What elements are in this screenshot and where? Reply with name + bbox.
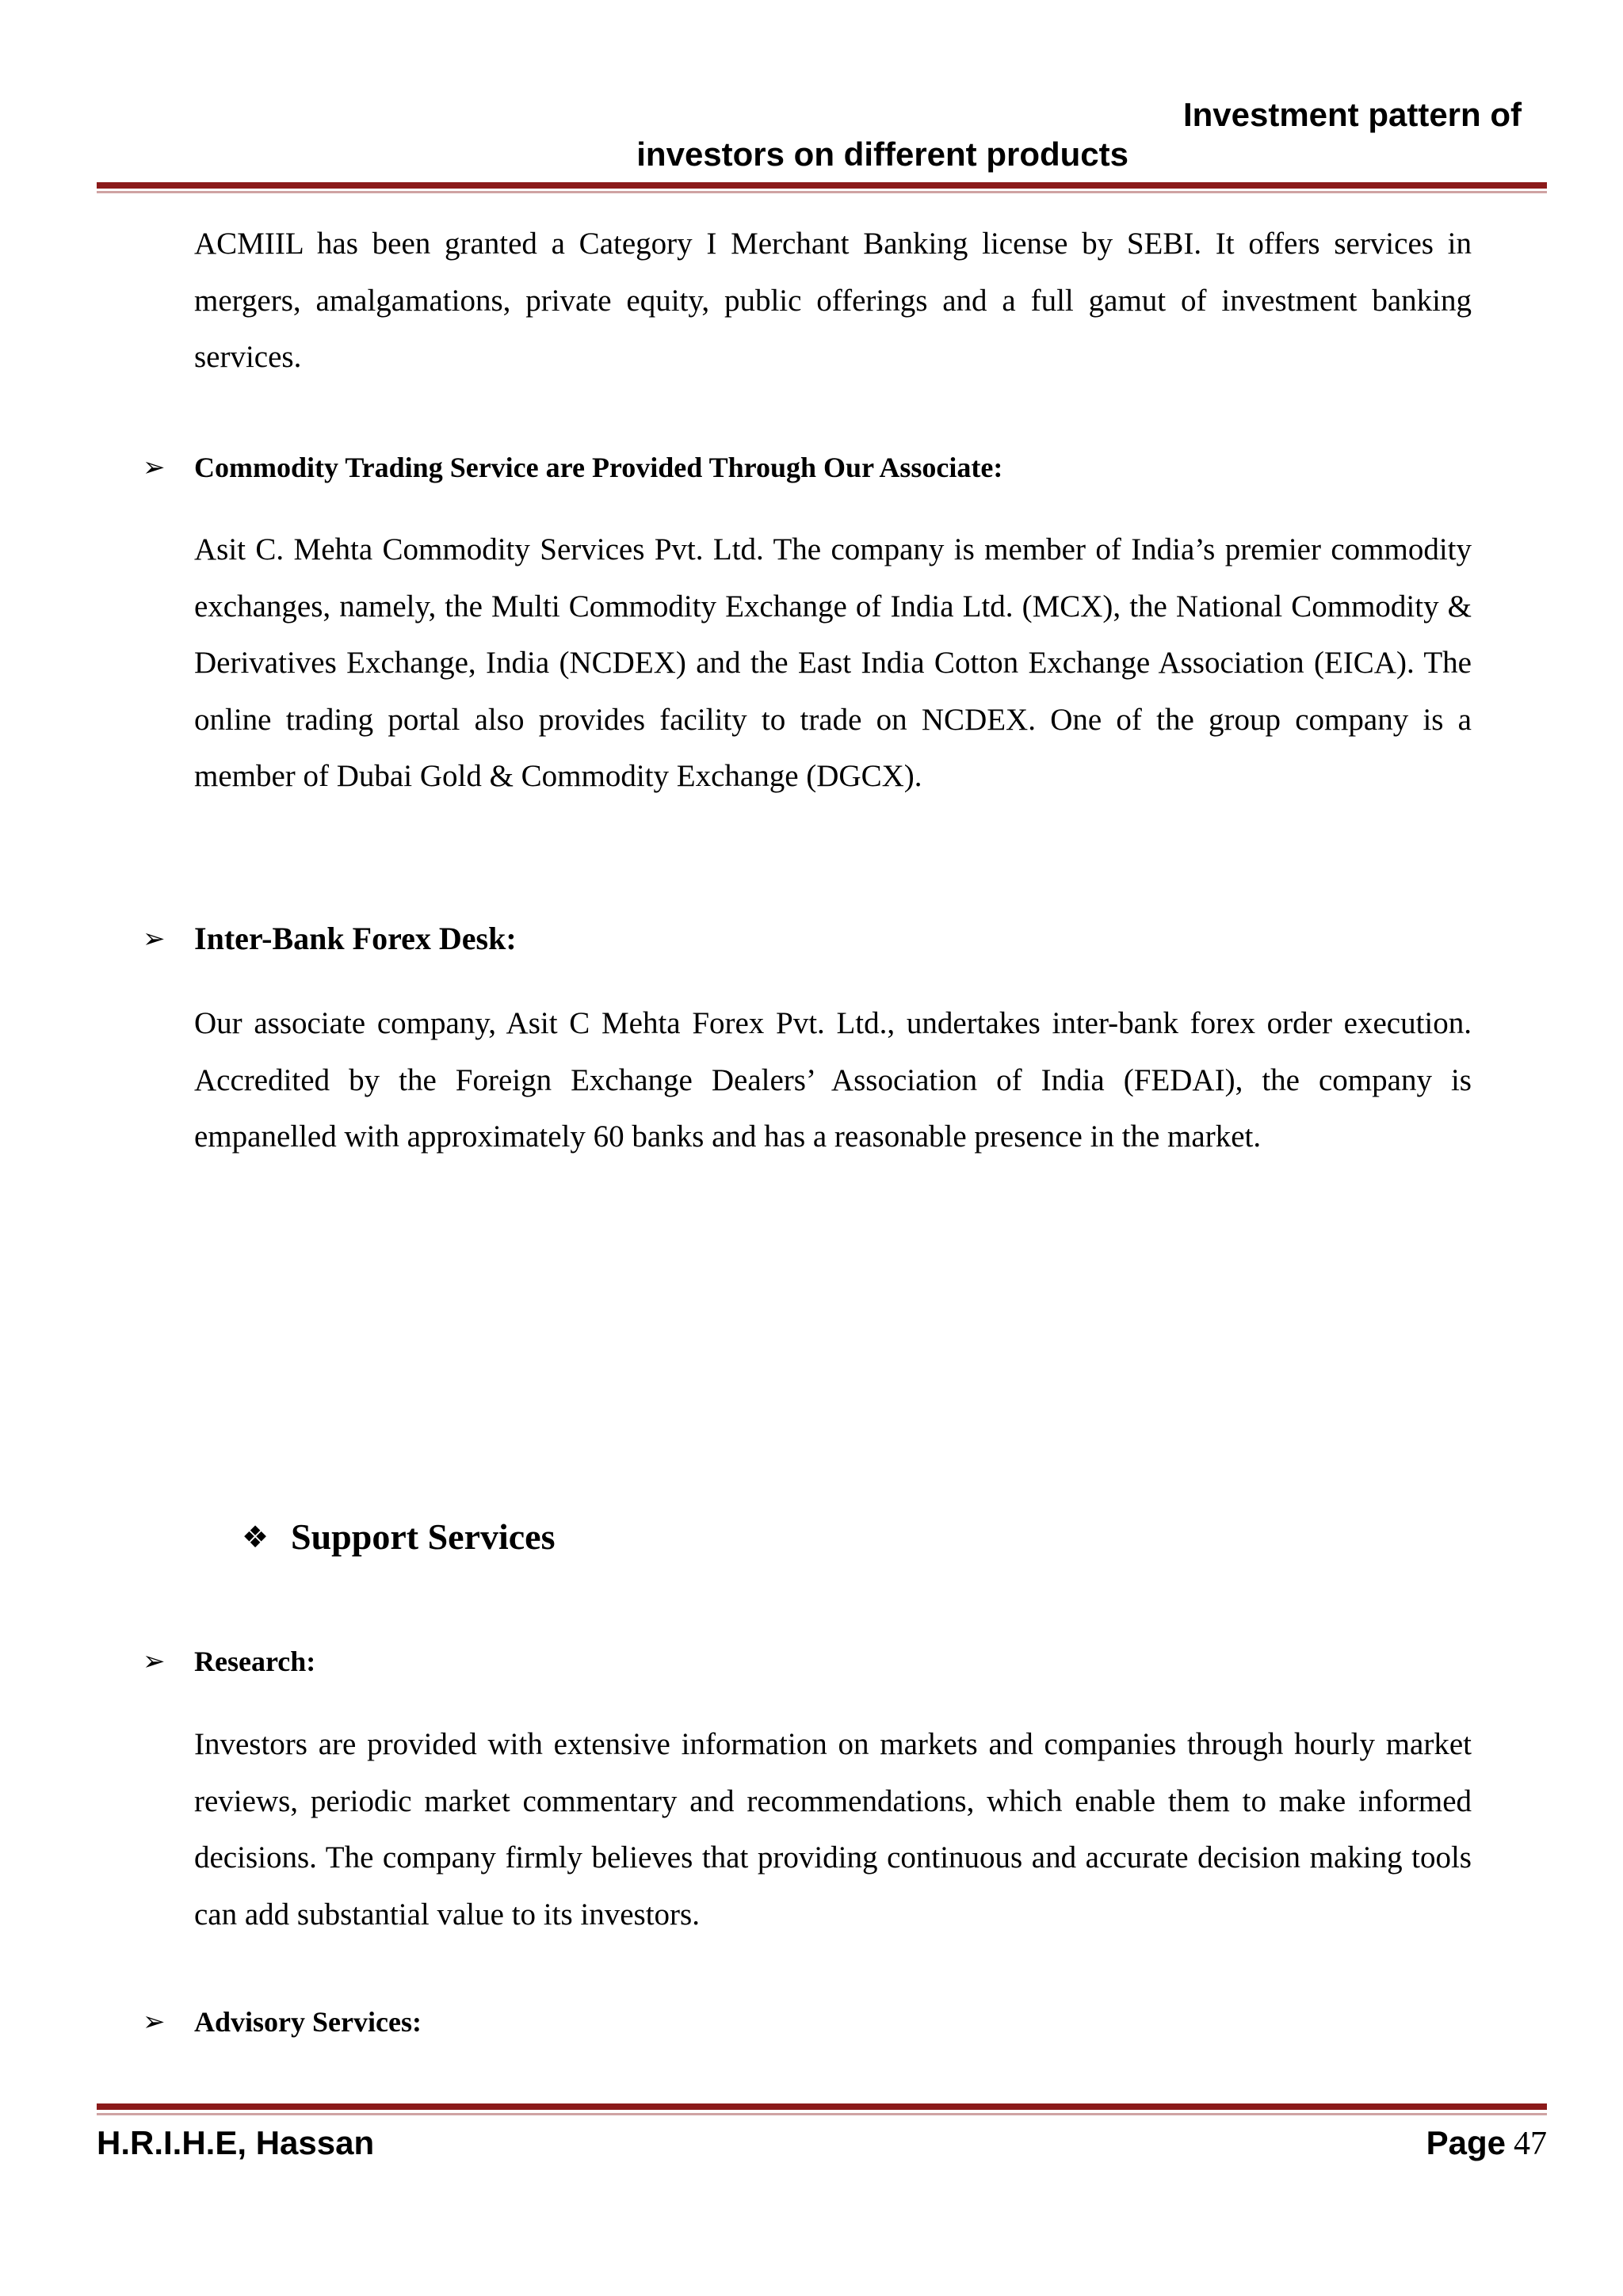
- footer-divider-thin: [97, 2113, 1547, 2115]
- intro-paragraph: ACMIIL has been granted a Category I Merchant Banking license by SEBI. It offers services in mergers, amalgamations, private equity, public offerings and a full gamut of investment banking services.: [194, 227, 1472, 374]
- footer-institution: H.R.I.H.E, Hassan: [97, 2124, 375, 2161]
- header-divider-thin: [97, 191, 1547, 193]
- header-title-line1: Investment pattern of: [1182, 96, 1522, 133]
- header-divider: [97, 182, 1547, 189]
- commodity-heading: [143, 448, 1490, 487]
- diamond-bullet-icon: ❖: [242, 1520, 269, 1554]
- header-title-line2: investors on different products: [636, 135, 1128, 173]
- research-heading: [143, 1642, 1490, 1681]
- advisory-heading: [143, 2002, 1490, 2042]
- arrow-bullet-icon: ➢: [143, 1646, 166, 1677]
- page-header-title: [412, 95, 1522, 174]
- arrow-bullet-icon: ➢: [143, 923, 166, 955]
- forex-heading-text: Inter-Bank Forex Desk:: [194, 921, 517, 956]
- commodity-paragraph: Asit C. Mehta Commodity Services Pvt. Ltd. The company is member of India’s premier commodity exchanges, namely, the Multi Commodity Exchange of India Ltd. (MCX), the National Commodity & Derivatives Exchange, India (NCDEX) and the East India Cotton Exchange Association (EICA). The online trading portal also provides facility to trade on NCDEX. One of the group company is a member of Dubai Gold & Commodity Exchange (DGCX).: [194, 532, 1472, 793]
- research-heading-text: Research:: [194, 1646, 316, 1677]
- research-paragraph: Investors are provided with extensive information on markets and companies through hourly market reviews, periodic market commentary and recommendations, which enable them to make informed decisions. The company firmly believes that providing continuous and accurate decision making tools can add substantial value to its investors.: [194, 1727, 1472, 1932]
- footer-page-label: Page: [1426, 2124, 1506, 2161]
- forex-paragraph: Our associate company, Asit C Mehta Forex Pvt. Ltd., undertakes inter-bank forex order execution. Accredited by the Foreign Exchange Dealers’ Association of India (FEDAI), the company is empanelled with approximately 60 banks and has a reasonable presence in the market.: [194, 1006, 1472, 1154]
- footer-divider: [97, 2103, 1547, 2110]
- arrow-bullet-icon: ➢: [143, 2006, 166, 2038]
- forex-heading: [143, 919, 1490, 959]
- commodity-heading-text: Commodity Trading Service are Provided Through Our Associate:: [194, 452, 1003, 483]
- footer-page-number: 47: [1514, 2126, 1547, 2162]
- footer-page: [1426, 2123, 1547, 2164]
- arrow-bullet-icon: ➢: [143, 452, 166, 483]
- support-services-heading-text: Support Services: [291, 1516, 556, 1557]
- support-services-heading: [242, 1513, 556, 1561]
- advisory-heading-text: Advisory Services:: [194, 2006, 422, 2038]
